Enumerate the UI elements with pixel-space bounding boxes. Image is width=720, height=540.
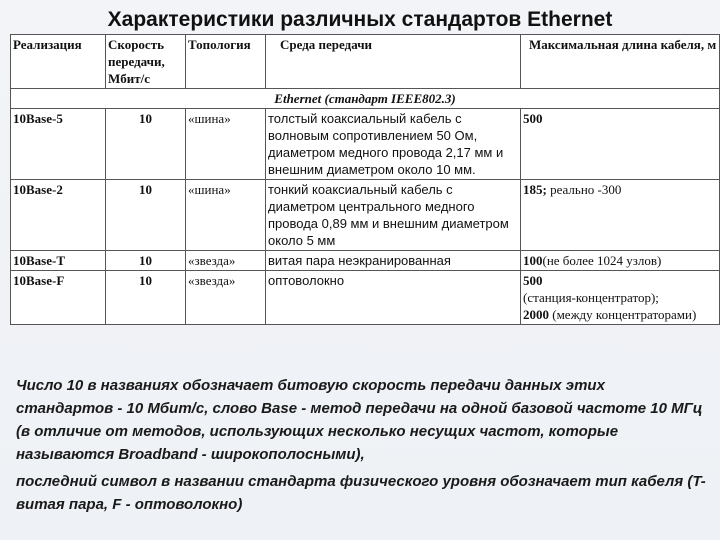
max-length-note: реально -300 (546, 182, 622, 197)
cell-implementation: 10Base-T (11, 251, 106, 271)
cell-speed: 10 (106, 180, 186, 251)
header-speed: Скорость передачи, Мбит/с (106, 35, 186, 89)
page-title: Характеристики различных стандартов Ethernet (107, 8, 613, 31)
cell-medium: толстый коаксиальный кабель с волновым сопротивлением 50 Ом, диаметром медного провода 2,17 мм и внешним диаметром около 10 мм. (266, 109, 521, 180)
cell-topology: «шина» (186, 180, 266, 251)
cell-speed: 10 (106, 271, 186, 325)
section-ethernet-ieee8023: Ethernet (стандарт IEEE802.3) (11, 89, 720, 109)
max-length-note: (не более 1024 узлов) (542, 253, 662, 268)
cell-max-length (521, 109, 720, 180)
cell-medium: витая пара неэкранированная (266, 251, 521, 271)
cell-speed: 10 (106, 109, 186, 180)
cell-max-length (521, 180, 720, 251)
cell-max-length (521, 251, 720, 271)
max-length-value: 500 (523, 111, 543, 126)
header-implementation: Реализация (11, 35, 106, 89)
note-paragraph-naming: Число 10 в названиях обозначает битовую скорость передачи данных этих стандартов - 10 Мбит/с, слово Base - метод передачи на одной базовой частоте 10 МГц (в отличие от методов, использующих несколько несущих частот, которые называются Broadband - широкополосными), (16, 377, 703, 463)
header-topology: Топология (186, 35, 266, 89)
table-row (11, 251, 720, 271)
header-max-length: Максимальная длина кабеля, м (521, 35, 720, 89)
max-length-note: (станция-концентратор); (523, 290, 659, 305)
header-medium: Среда передачи (266, 35, 521, 89)
max-length-value: 185; (523, 182, 547, 197)
ethernet-standards-table (10, 34, 720, 325)
note-paragraph-cable-type: последний символ в названии стандарта физического уровня обозначает тип кабеля (T- витая пара, F - оптоволокно) (16, 473, 706, 513)
max-length-note-2: (между концентраторами) (549, 307, 697, 322)
cell-implementation: 10Base-2 (11, 180, 106, 251)
max-length-value-2: 2000 (523, 307, 549, 322)
explanation-note (16, 374, 706, 516)
cell-implementation: 10Base-5 (11, 109, 106, 180)
cell-topology: «шина» (186, 109, 266, 180)
cell-max-length (521, 271, 720, 325)
max-length-value: 500 (523, 273, 543, 288)
max-length-value: 100 (523, 253, 543, 268)
cell-implementation: 10Base-F (11, 271, 106, 325)
table-row (11, 271, 720, 325)
cell-speed: 10 (106, 251, 186, 271)
table-section-row (11, 89, 720, 109)
table-row (11, 109, 720, 180)
cell-topology: «звезда» (186, 271, 266, 325)
cell-medium: оптоволокно (266, 271, 521, 325)
table-row (11, 180, 720, 251)
cell-medium: тонкий коаксиальный кабель с диаметром центрального медного провода 0,89 мм и внешним диаметром около 5 мм (266, 180, 521, 251)
table-header-row (11, 35, 720, 89)
cell-topology: «звезда» (186, 251, 266, 271)
